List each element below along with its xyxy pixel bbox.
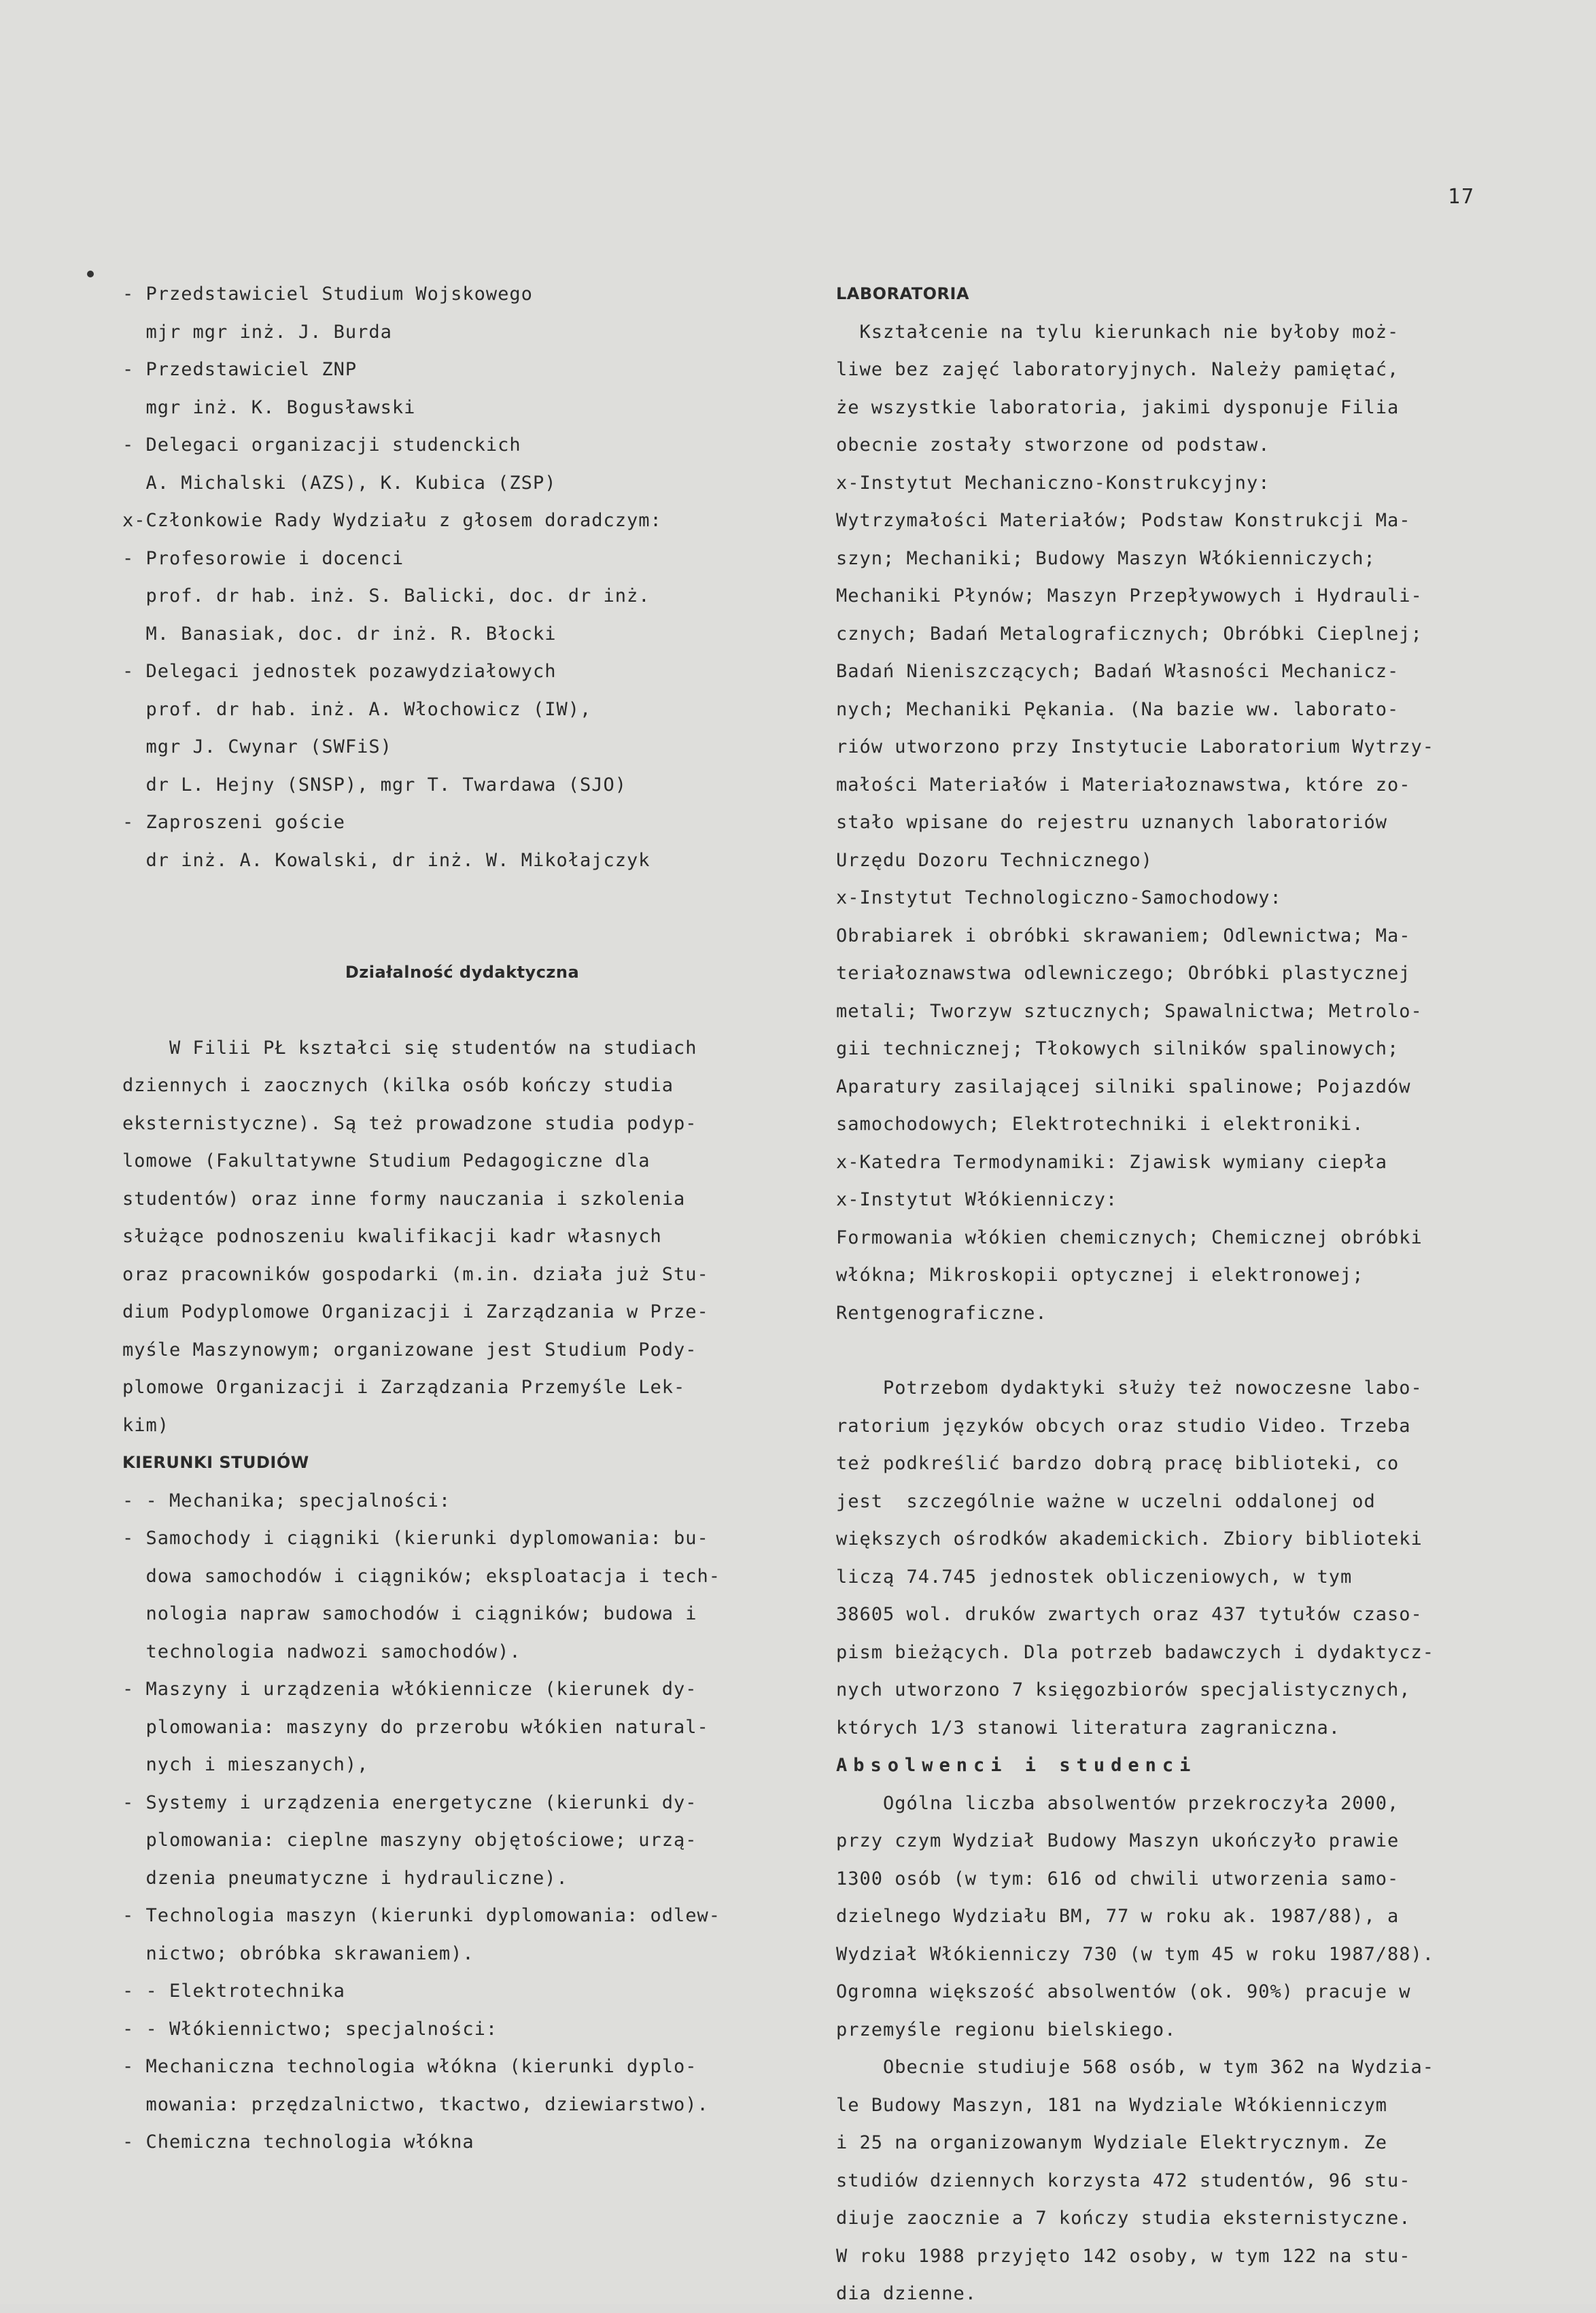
mech-line-0: x-Instytut Mechaniczno-Konstrukcyjny: <box>836 472 1270 494</box>
field-line-15: - Mechaniczna technologia włókna (kierunki dyplo- <box>122 2056 697 2077</box>
stud-line-5: W roku 1988 przyjęto 142 osoby, w tym 122 na stu- <box>836 2245 1411 2267</box>
didactic-line-0: W Filii PŁ kształci się studentów na studiach <box>122 1037 697 1059</box>
mech-line-3: Mechaniki Płynów; Maszyn Przepływowych i Hydrauli- <box>836 585 1423 606</box>
field-line-4: technologia nadwozi samochodów). <box>122 1641 521 1662</box>
field-line-2: dowa samochodów i ciągników; eksploatacja i tech- <box>122 1565 721 1587</box>
didactic-title: Działalność dydaktyczna <box>345 963 580 982</box>
line-b1: prof. dr hab. inż. S. Balicki, doc. dr inż. <box>122 585 650 606</box>
stud-line-3: studiów dziennych korzysta 472 studentów, 96 stu- <box>836 2170 1411 2191</box>
grad-line-2: 1300 osób (w tym: 616 od chwili utworzenia samo- <box>836 1868 1400 1889</box>
library-line-6: 38605 wol. druków zwartych oraz 437 tytułów czaso- <box>836 1604 1423 1625</box>
didactic-line-4: studentów) oraz inne formy nauczania i szkolenia <box>122 1188 686 1210</box>
line-a3: mgr inż. K. Bogusławski <box>122 396 416 418</box>
bullet-mark <box>87 271 94 277</box>
didactic-line-1: dziennych i zaocznych (kilka osób kończy studia <box>122 1075 674 1096</box>
field-line-5: - Maszyny i urządzenia włókiennicze (kierunek dy- <box>122 1679 697 1700</box>
didactic-line-3: lomowe (Fakultatywne Studium Pedagogiczne dla <box>122 1150 650 1171</box>
mech-line-10: Urzędu Dozoru Technicznego) <box>836 849 1153 871</box>
right-column <box>836 275 1489 2313</box>
tech-line-4: gii technicznej; Tłokowych silników spalinowych; <box>836 1038 1400 1059</box>
library-line-4: większych ośrodków akademickich. Zbiory biblioteki <box>836 1528 1423 1549</box>
line-a0: - Przedstawiciel Studium Wojskowego <box>122 284 533 305</box>
line-a2: - Przedstawiciel ZNP <box>122 359 358 380</box>
didactic-line-8: myśle Maszynowym; organizowane jest Studium Pody- <box>122 1339 697 1360</box>
textile-line-1: Formowania włókien chemicznych; Chemicznej obróbki <box>836 1227 1423 1248</box>
line-b0: - Profesorowie i docenci <box>122 547 404 569</box>
tech-line-1: Obrabiarek i obróbki skrawaniem; Odlewnictwa; Ma- <box>836 925 1411 946</box>
library-line-5: liczą 74.745 jednostek obliczeniowych, w tym <box>836 1566 1353 1588</box>
line-a4: - Delegaci organizacji studenckich <box>122 434 521 456</box>
mech-line-6: nych; Mechaniki Pękania. (Na bazie ww. laborato- <box>836 698 1400 720</box>
mech-line-9: stało wpisane do rejestru uznanych laboratoriów <box>836 812 1388 833</box>
stud-line-4: diuje zaocznie a 7 kończy studia eksternistyczne. <box>836 2208 1411 2229</box>
stud-line-6: dia dzienne. <box>836 2283 977 2304</box>
line-a5: A. Michalski (AZS), K. Kubica (ZSP) <box>122 472 557 494</box>
grad-line-1: przy czym Wydział Budowy Maszyn ukończyło prawie <box>836 1830 1400 1851</box>
line-b2: M. Banasiak, doc. dr inż. R. Błocki <box>122 623 557 645</box>
mech-line-7: riów utworzono przy Instytucie Laboratorium Wytrzy- <box>836 736 1435 757</box>
council-header: x-Członkowie Rady Wydziału z głosem doradczym: <box>122 510 662 531</box>
didactic-line-2: eksternistyczne). Są też prowadzone studia podyp- <box>122 1112 697 1134</box>
tech-line-3: metali; Tworzyw sztucznych; Spawalnictwa; Metrolo- <box>836 1000 1423 1022</box>
field-line-9: plomowania: cieplne maszyny objętościowe; urzą- <box>122 1830 697 1851</box>
field-line-13: - - Elektrotechnika <box>122 1981 345 2002</box>
line-b7: - Zaproszeni goście <box>122 812 345 833</box>
lab-intro-2: że wszystkie laboratoria, jakimi dysponuje Filia <box>836 396 1400 418</box>
library-line-0: Potrzebom dydaktyki służy też nowoczesne labo- <box>836 1377 1423 1399</box>
grad-line-4: Wydział Włókienniczy 730 (w tym 45 w roku 1987/88). <box>836 1943 1435 1965</box>
field-line-7: nych i mieszanych), <box>122 1754 369 1775</box>
grad-line-3: dzielnego Wydziału BM, 77 w roku ak. 1987/88), a <box>836 1906 1400 1927</box>
grad-line-5: Ogromna większość absolwentów (ok. 90%) pracuje w <box>836 1981 1411 2002</box>
tech-line-6: samochodowych; Elektrotechniki i elektroniki. <box>836 1114 1364 1135</box>
stud-line-2: i 25 na organizowanym Wydziale Elektrycznym. Ze <box>836 2132 1388 2153</box>
library-line-3: jest szczególnie ważne w uczelni oddalonej od <box>836 1490 1376 1512</box>
field-line-12: nictwo; obróbka skrawaniem). <box>122 1942 474 1964</box>
library-line-2: też podkreślić bardzo dobrą pracę biblioteki, co <box>836 1453 1400 1474</box>
library-line-9: których 1/3 stanowi literatura zagraniczna. <box>836 1717 1340 1738</box>
field-line-16: mowania: przędzalnictwo, tkactwo, dziewiarstwo). <box>122 2093 709 2115</box>
lab-intro-3: obecnie zostały stworzone od podstaw. <box>836 434 1270 456</box>
lab-intro-0: Kształcenie na tylu kierunkach nie byłoby moż- <box>836 321 1400 343</box>
didactic-line-7: dium Podyplomowe Organizacji i Zarządzania w Prze- <box>122 1301 709 1322</box>
line-b4: prof. dr hab. inż. A. Włochowicz (IW), <box>122 698 592 720</box>
library-line-1: ratorium języków obcych oraz studio Video. Trzeba <box>836 1415 1411 1437</box>
field-line-8: - Systemy i urządzenia energetyczne (kierunki dy- <box>122 1792 697 1813</box>
didactic-line-5: służące podnoszeniu kwalifikacji kadr własnych <box>122 1226 662 1247</box>
field-line-6: plomowania: maszyny do przerobu włókien natural- <box>122 1716 709 1738</box>
line-b8: dr inż. A. Kowalski, dr inż. W. Mikołajczyk <box>122 849 650 871</box>
field-line-10: dzenia pneumatyczne i hydrauliczne). <box>122 1867 568 1889</box>
didactic-line-9: plomowe Organizacji i Zarządzania Przemyśle Lek- <box>122 1377 686 1398</box>
textile-line-0: x-Instytut Włókienniczy: <box>836 1189 1118 1210</box>
field-line-17: - Chemiczna technologia włókna <box>122 2131 474 2153</box>
didactic-line-10: kim) <box>122 1414 170 1436</box>
didactic-line-6: oraz pracowników gospodarki (m.in. działa już Stu- <box>122 1263 709 1285</box>
grad-line-0: Ogólna liczba absolwentów przekroczyła 2000, <box>836 1792 1400 1814</box>
thermo-line: x-Katedra Termodynamiki: Zjawisk wymiany ciepła <box>836 1151 1388 1173</box>
field-line-0: - - Mechanika; specjalności: <box>122 1490 451 1511</box>
stud-line-0: Obecnie studiuje 568 osób, w tym 362 na Wydzia- <box>836 2057 1435 2078</box>
tech-line-0: x-Instytut Technologiczno-Samochodowy: <box>836 887 1282 908</box>
field-line-14: - - Włókiennictwo; specjalności: <box>122 2018 498 2040</box>
line-b3: - Delegaci jednostek pozawydziałowych <box>122 661 557 682</box>
grad-line-6: przemyśle regionu bielskiego. <box>836 2019 1177 2040</box>
mech-line-1: Wytrzymałości Materiałów; Podstaw Konstrukcji Ma- <box>836 510 1411 531</box>
field-line-1: - Samochody i ciągniki (kierunki dyplomowania: bu- <box>122 1528 709 1549</box>
stud-line-1: le Budowy Maszyn, 181 na Wydziale Włókienniczym <box>836 2094 1388 2116</box>
mech-line-4: cznych; Badań Metalograficznych; Obróbki Cieplnej; <box>836 623 1423 645</box>
library-line-8: nych utworzono 7 księgozbiorów specjalistycznych, <box>836 1679 1411 1700</box>
mech-line-5: Badań Nieniszczących; Badań Własności Mechanicz- <box>836 661 1400 682</box>
left-column <box>122 275 816 2161</box>
line-a1: mjr mgr inż. J. Burda <box>122 321 392 343</box>
library-line-7: pism bieżących. Dla potrzeb badawczych i dydaktycz- <box>836 1641 1435 1663</box>
tech-line-2: teriałoznawstwa odlewniczego; Obróbki plastycznej <box>836 963 1411 984</box>
field-line-3: nologia napraw samochodów i ciągników; budowa i <box>122 1603 697 1624</box>
lab-title: LABORATORIA <box>836 284 970 303</box>
lab-intro-1: liwe bez zajęć laboratoryjnych. Należy pamiętać, <box>836 359 1400 380</box>
tech-line-5: Aparatury zasilającej silniki spalinowe; Pojazdów <box>836 1076 1411 1097</box>
fields-title: KIERUNKI STUDIÓW <box>122 1453 309 1472</box>
mech-line-2: szyn; Mechaniki; Budowy Maszyn Włókienniczych; <box>836 547 1376 569</box>
line-b5: mgr J. Cwynar (SWFiS) <box>122 736 392 757</box>
field-line-11: - Technologia maszyn (kierunki dyplomowania: odlew- <box>122 1905 721 1926</box>
mech-line-8: małości Materiałów i Materiałoznawstwa, które zo- <box>836 774 1411 795</box>
textile-line-2: włókna; Mikroskopii optycznej i elektronowej; <box>836 1265 1364 1286</box>
textile-line-3: Rentgenograficzne. <box>836 1302 1047 1324</box>
graduates-title: Absolwenci i studenci <box>836 1755 1197 1776</box>
line-b6: dr L. Hejny (SNSP), mgr T. Twardawa (SJO) <box>122 774 627 795</box>
page-number: 17 <box>1448 185 1476 209</box>
